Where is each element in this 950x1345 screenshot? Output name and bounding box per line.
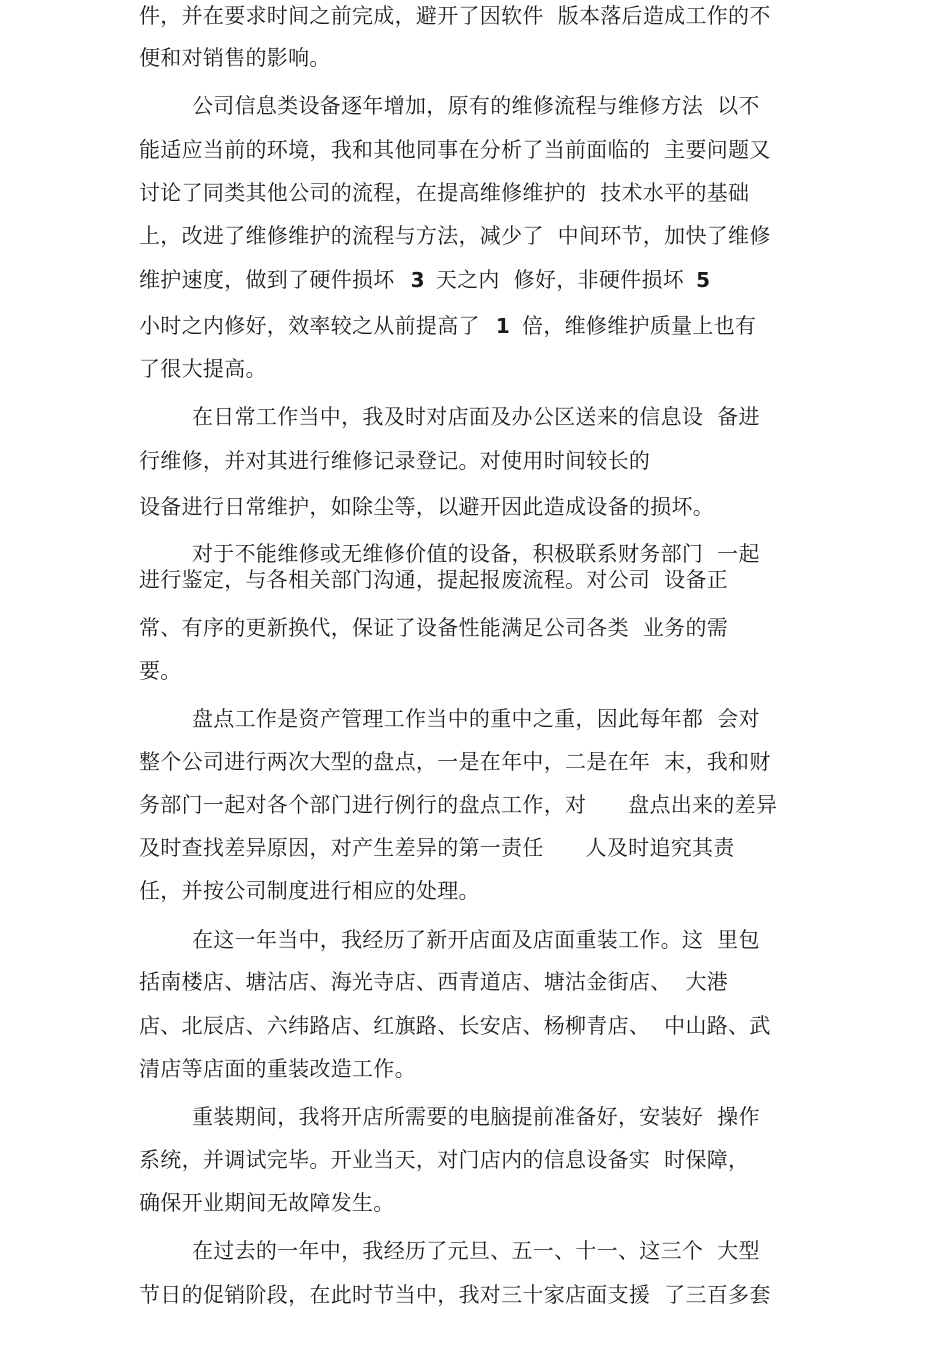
paragraph-first-line: 重装期间，我将开店所需要的电脑提前准备好，安装好 操作 <box>192 1105 760 1129</box>
text-line: 上，改进了维修维护的流程与方法，减少了 中间环节，加快了维修 <box>139 224 771 248</box>
text-line: 清店等店面的重装改造工作。 <box>139 1057 416 1081</box>
text-line: 系统，并调试完毕。开业当天，对门店内的信息设备实 时保障， <box>139 1148 750 1172</box>
text-line: 任，并按公司制度进行相应的处理。 <box>139 879 480 903</box>
text-line <box>139 312 756 340</box>
text-line: 及时查找差异原因，对产生差异的第一责任 人及时追究其责 <box>139 836 735 860</box>
paragraph-first-line: 在过去的一年中，我经历了元旦、五一、十一、这三个 大型 <box>192 1239 760 1263</box>
number: 1 <box>495 314 511 338</box>
number: 5 <box>696 268 711 292</box>
text-line: 讨论了同类其他公司的流程，在提高维修维护的 技术水平的基础 <box>139 181 750 205</box>
text-line: 括南楼店、塘沽店、海光寺店、西青道店、塘沽金街店、 大港 <box>139 970 729 994</box>
text-line: 店、北辰店、六纬路店、红旗路、长安店、杨柳青店、 中山路、武 <box>139 1014 771 1038</box>
text-line: 了很大提高。 <box>139 357 267 381</box>
paragraph-first-line: 在日常工作当中，我及时对店面及办公区送来的信息设 备进 <box>192 405 760 429</box>
text-line: 务部门一起对各个部门进行例行的盘点工作，对 盘点出来的差异 <box>139 793 778 817</box>
text-line: 能适应当前的环境，我和其他同事在分析了当前面临的 主要问题又 <box>139 138 771 162</box>
paragraph-first-line: 对于不能维修或无维修价值的设备，积极联系财务部门 一起 <box>192 542 760 566</box>
text-segment: 维护速度，做到了硬件损坏 <box>139 268 395 292</box>
text-segment: 倍，维修维护质量上也有 <box>522 314 757 338</box>
text-line: 常、有序的更新换代，保证了设备性能满足公司各类 业务的需 <box>139 616 729 640</box>
paragraph-first-line: 公司信息类设备逐年增加，原有的维修流程与维修方法 以不 <box>192 94 760 118</box>
text-line <box>139 266 710 294</box>
number: 3 <box>410 268 425 292</box>
text-line: 进行鉴定，与各相关部门沟通，提起报废流程。对公司 设备正 <box>139 568 729 592</box>
text-line: 整个公司进行两次大型的盘点，一是在年中，二是在年 末，我和财 <box>139 750 771 774</box>
text-segment: 小时之内修好，效率较之从前提高了 <box>139 314 480 338</box>
text-line: 件，并在要求时间之前完成，避开了因软件 版本落后造成工作的不 <box>139 4 771 28</box>
text-line: 确保开业期间无故障发生。 <box>139 1191 395 1215</box>
paragraph-first-line: 盘点工作是资产管理工作当中的重中之重，因此每年都 会对 <box>192 707 760 731</box>
text-line: 节日的促销阶段，在此时节当中，我对三十家店面支援 了三百多套 <box>139 1283 771 1307</box>
text-line: 便和对销售的影响。 <box>139 46 331 70</box>
text-line: 设备进行日常维护，如除尘等，以避开因此造成设备的损坏。 <box>139 495 715 519</box>
paragraph-first-line: 在这一年当中，我经历了新开店面及店面重装工作。这 里包 <box>192 928 760 952</box>
text-line: 行维修，并对其进行维修记录登记。对使用时间较长的 <box>139 449 651 473</box>
text-segment: 天之内 修好，非硬件损坏 <box>435 268 685 292</box>
text-line: 要。 <box>139 659 182 683</box>
